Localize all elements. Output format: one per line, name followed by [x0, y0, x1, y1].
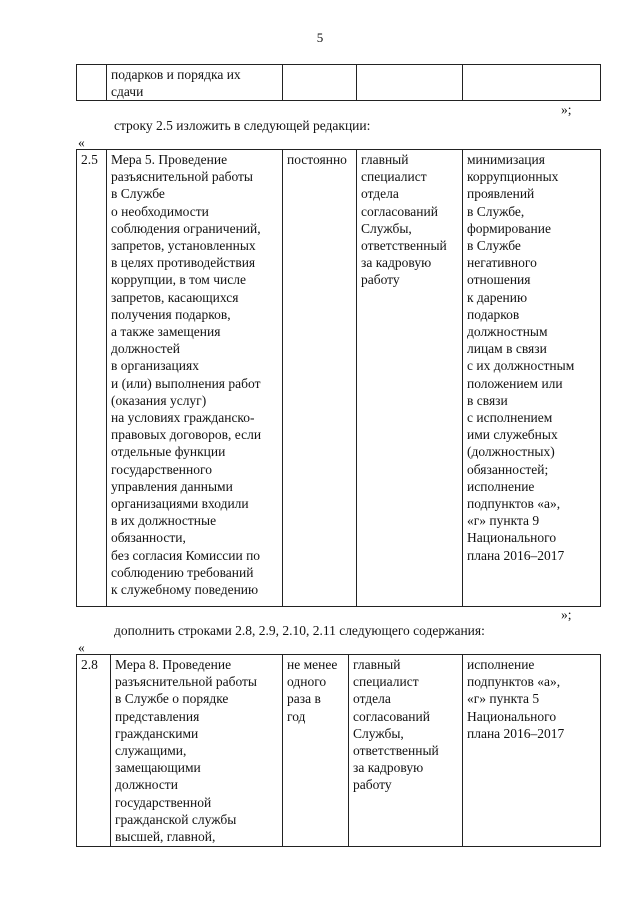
- page-number: 5: [316, 30, 324, 45]
- cell-num: 2.8: [77, 655, 111, 847]
- table-row: [77, 655, 601, 847]
- table-row-2-5: [76, 149, 601, 607]
- cell-responsible: главный специалист отдела согласований Службы, ответственный за кадровую работу: [357, 150, 463, 607]
- cell-responsible: [357, 65, 463, 101]
- instruction-text: дополнить строками 2.8, 2.9, 2.10, 2.11 следующего содержания:: [114, 623, 485, 638]
- closing-quote: »;: [561, 607, 572, 622]
- table-row: [77, 150, 601, 607]
- cell-result: минимизация коррупционных проявлений в Службе, формирование в Службе негативного отношения к дарению подарков должностным лицам в связи с их должностным положением или в связи с исполнением ими служебных (должностных) обязанностей; исполнение подпунктов «а», «г» пункта 9 Национального плана 2016–2017: [463, 150, 601, 607]
- cell-term: постоянно: [283, 150, 357, 607]
- opening-quote: «: [78, 135, 85, 150]
- table-row-2-8: [76, 654, 601, 847]
- table-row: [77, 65, 601, 101]
- cell-num: [77, 65, 107, 101]
- cell-result: [463, 65, 601, 101]
- cell-result: исполнение подпунктов «а», «г» пункта 5 Национального плана 2016–2017: [463, 655, 601, 847]
- cell-measure: Мера 8. Проведение разъяснительной работы в Службе о порядке представления гражданскими служащими, замещающими должности государственной гражданской службы высшей, главной,: [111, 655, 283, 847]
- cell-measure: Мера 5. Проведение разъяснительной работы в Службе о необходимости соблюдения ограничений, запретов, установленных в целях противодействия коррупции, в том числе запретов, касающихся получения подарков, а также замещения должностей в организациях и (или) выполнения работ (оказания услуг) на условиях гражданско- правовых договоров, если отдельные функции государственного управления данными организациями входили в их должностные обязанности, без согласия Комиссии по соблюдению требований к служебному поведению: [107, 150, 283, 607]
- cell-measure: подарков и порядка их сдачи: [107, 65, 283, 101]
- cell-term: [283, 65, 357, 101]
- cell-num: 2.5: [77, 150, 107, 607]
- opening-quote: «: [78, 640, 85, 655]
- instruction-text: строку 2.5 изложить в следующей редакции:: [114, 118, 371, 133]
- cell-responsible: главный специалист отдела согласований Службы, ответственный за кадровую работу: [349, 655, 463, 847]
- cell-term: не менее одного раза в год: [283, 655, 349, 847]
- table-continuation: [76, 64, 601, 101]
- closing-quote: »;: [561, 102, 572, 117]
